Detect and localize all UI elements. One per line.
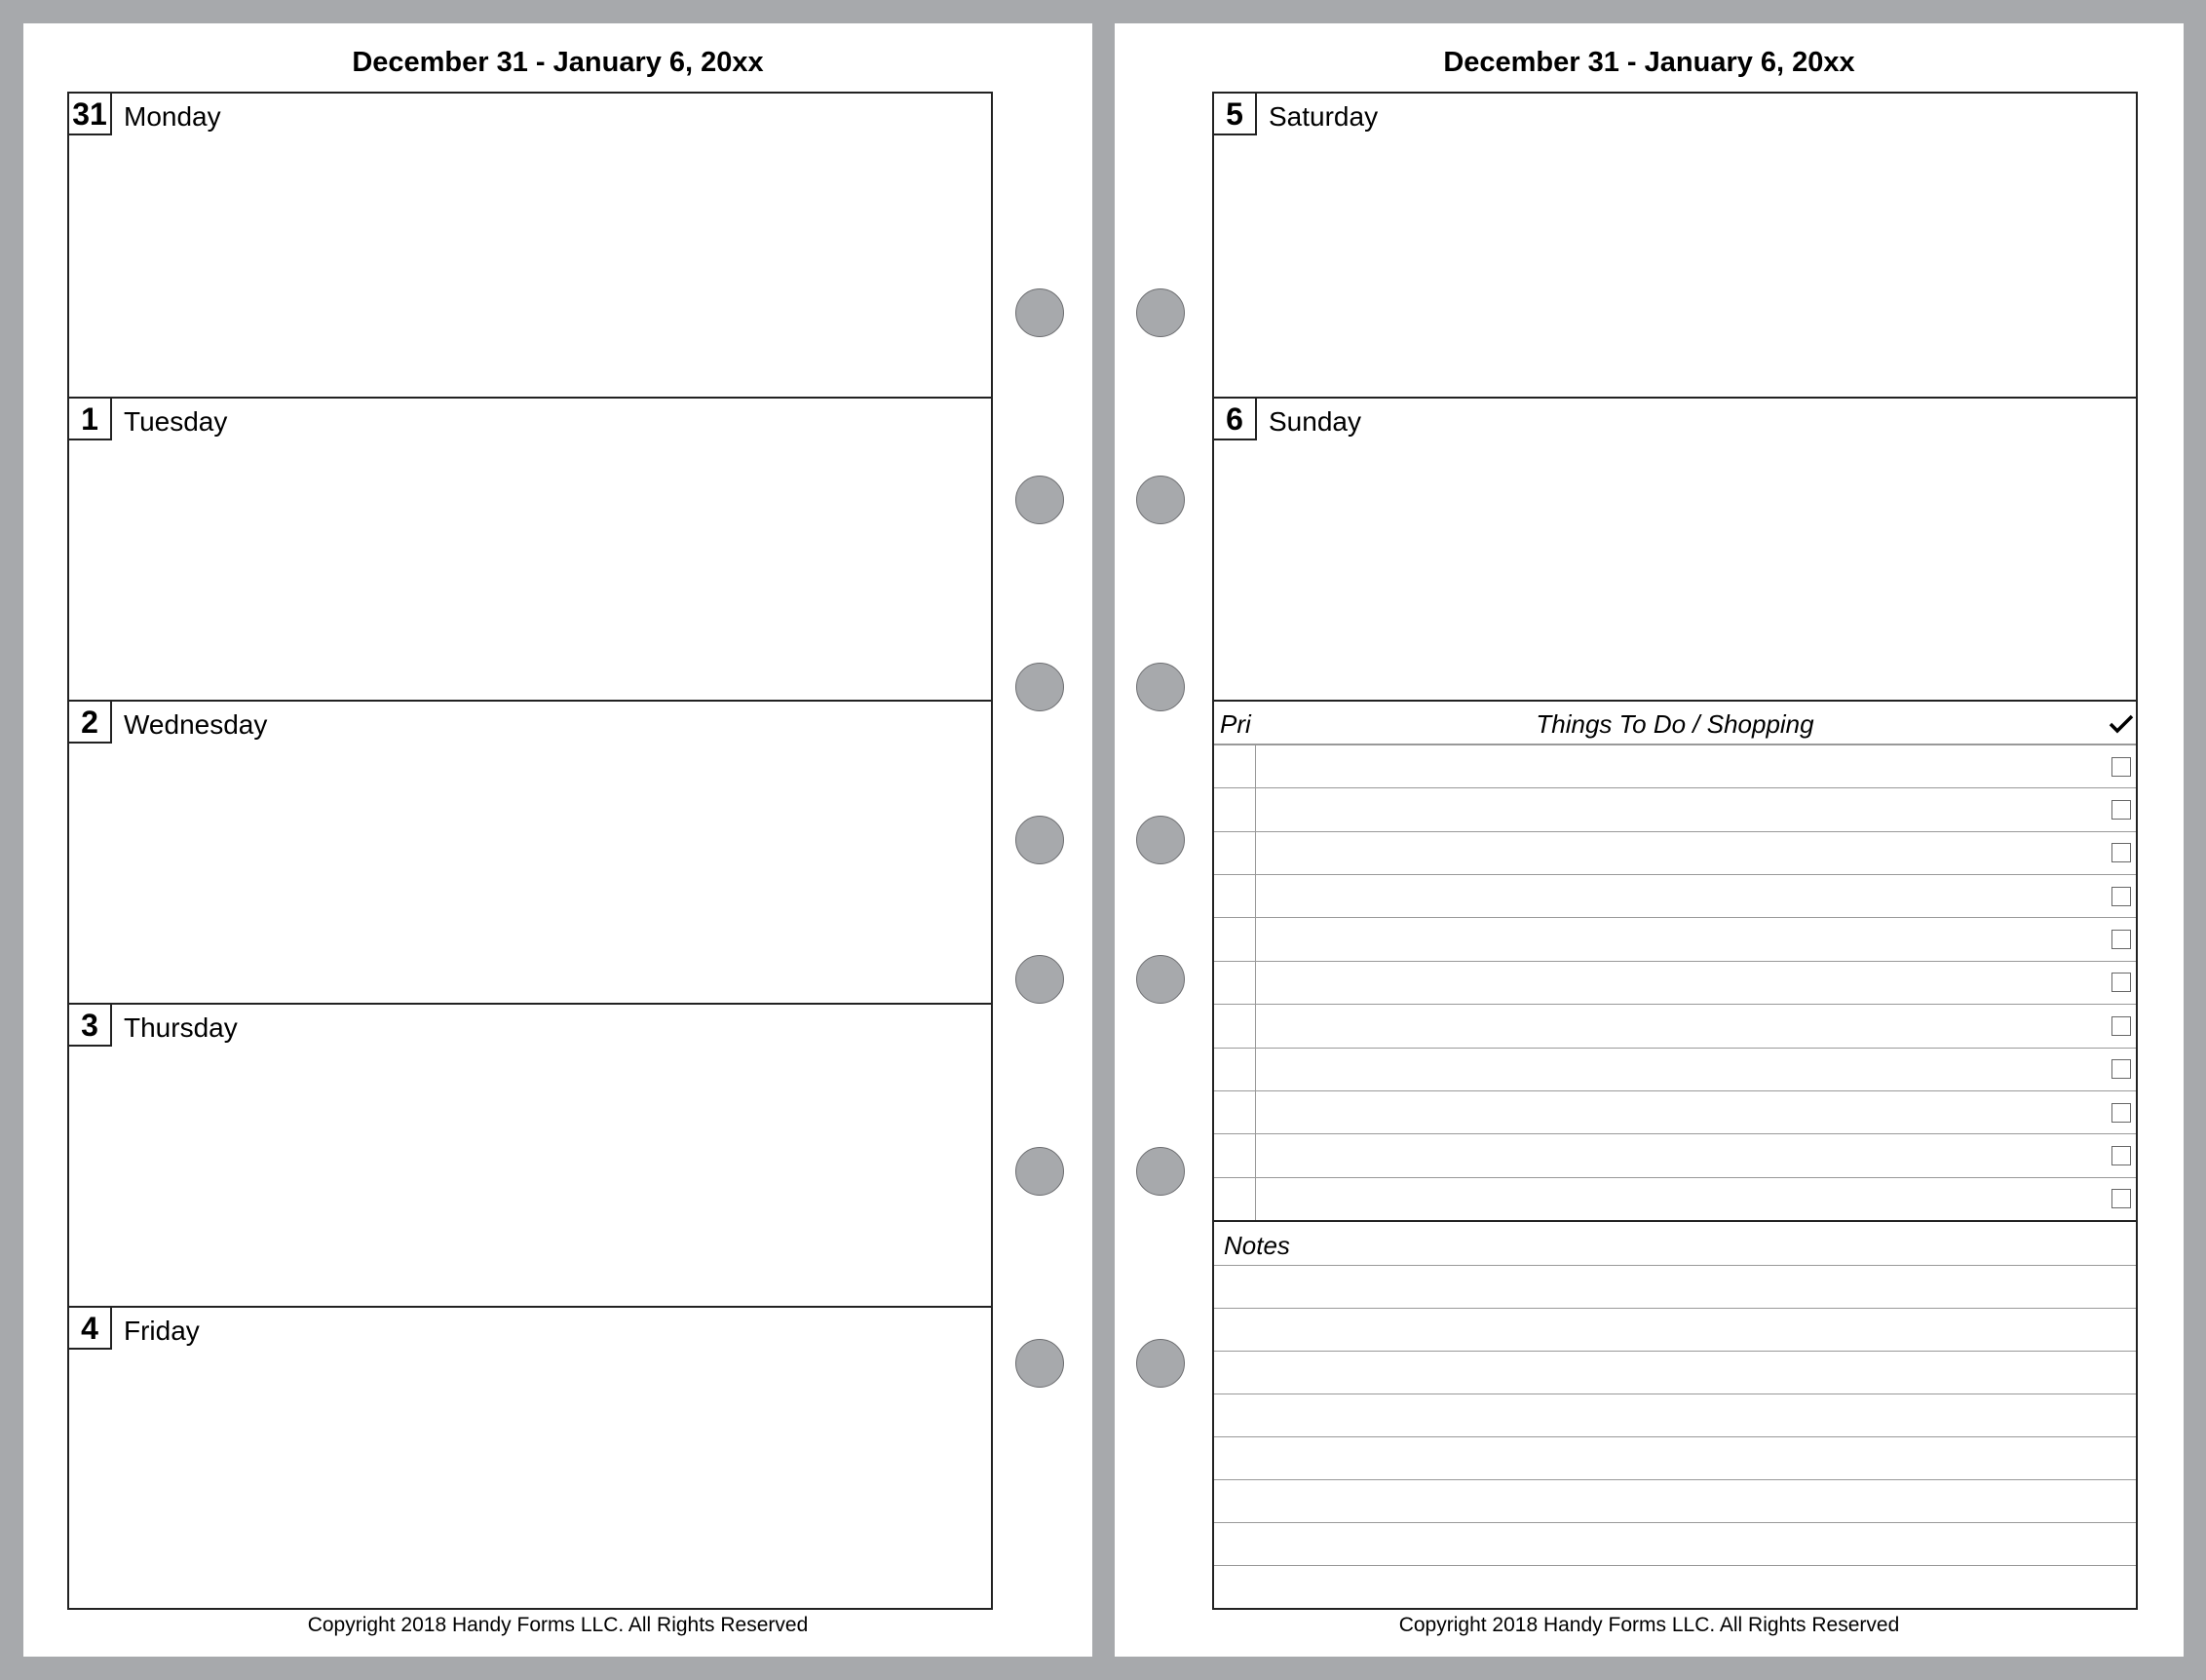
day-name: Sunday (1269, 406, 1361, 437)
checkmark-icon (2109, 713, 2134, 735)
day-cell-sunday[interactable] (1214, 397, 2136, 700)
binder-ring-hole (1136, 1339, 1185, 1388)
binder-ring-hole (1015, 1147, 1064, 1196)
day-cell-tuesday[interactable] (69, 397, 991, 700)
priority-cell[interactable] (1214, 832, 1256, 874)
priority-column-label: Pri (1220, 709, 1251, 739)
todo-checkbox[interactable] (2111, 930, 2131, 949)
day-name: Saturday (1269, 101, 1379, 132)
todo-row[interactable] (1214, 1133, 2136, 1176)
todo-row[interactable] (1214, 1090, 2136, 1133)
todo-row[interactable] (1214, 831, 2136, 874)
todo-row[interactable] (1214, 1004, 2136, 1047)
todo-row[interactable] (1214, 874, 2136, 917)
priority-cell[interactable] (1214, 1005, 1256, 1047)
priority-cell[interactable] (1214, 875, 1256, 917)
notes-header (1214, 1222, 2136, 1265)
todo-row[interactable] (1214, 1048, 2136, 1090)
day-number: 2 (69, 702, 112, 744)
day-name: Monday (124, 101, 221, 132)
todo-checkbox[interactable] (2111, 887, 2131, 906)
todo-checkbox[interactable] (2111, 800, 2131, 820)
day-cell-monday[interactable] (69, 94, 991, 397)
day-number: 3 (69, 1005, 112, 1047)
priority-cell[interactable] (1214, 1049, 1256, 1090)
todo-checkbox[interactable] (2111, 757, 2131, 777)
binder-ring-hole (1015, 288, 1064, 337)
todo-checkbox[interactable] (2111, 1016, 2131, 1036)
todo-checkbox[interactable] (2111, 1189, 2131, 1208)
notes-line[interactable] (1214, 1565, 2136, 1608)
todo-row[interactable] (1214, 745, 2136, 787)
priority-cell[interactable] (1214, 918, 1256, 960)
day-name: Wednesday (124, 709, 268, 740)
weekend-todo-grid (1212, 92, 2138, 1610)
todo-checkbox[interactable] (2111, 973, 2131, 992)
day-cell-friday[interactable] (69, 1306, 991, 1609)
day-number: 31 (69, 94, 112, 135)
day-number: 4 (69, 1308, 112, 1350)
day-name: Thursday (124, 1012, 238, 1043)
day-name: Friday (124, 1316, 200, 1346)
day-name: Tuesday (124, 406, 228, 437)
weekday-grid (67, 92, 993, 1610)
todo-checkbox[interactable] (2111, 1103, 2131, 1123)
binder-ring-hole (1015, 476, 1064, 524)
notes-line[interactable] (1214, 1522, 2136, 1565)
binder-ring-hole (1136, 955, 1185, 1004)
binder-ring-hole (1015, 955, 1064, 1004)
notes-line[interactable] (1214, 1394, 2136, 1436)
right-planner-page (1115, 23, 2184, 1657)
page-title: December 31 - January 6, 20xx (1443, 47, 1855, 78)
todo-row[interactable] (1214, 1177, 2136, 1220)
notes-line[interactable] (1214, 1436, 2136, 1479)
todo-checkbox[interactable] (2111, 1146, 2131, 1165)
notes-line[interactable] (1214, 1308, 2136, 1351)
notes-section (1214, 1220, 2136, 1608)
binder-ring-hole (1136, 1147, 1185, 1196)
binder-ring-hole (1136, 288, 1185, 337)
binder-ring-hole (1015, 663, 1064, 711)
copyright-footer: Copyright 2018 Handy Forms LLC. All Rights Reserved (307, 1614, 809, 1636)
binder-ring-hole (1136, 663, 1185, 711)
notes-label: Notes (1224, 1231, 1290, 1260)
day-cell-wednesday[interactable] (69, 700, 991, 1003)
priority-cell[interactable] (1214, 962, 1256, 1004)
notes-line[interactable] (1214, 1479, 2136, 1522)
priority-cell[interactable] (1214, 1091, 1256, 1133)
left-planner-page (23, 23, 1092, 1657)
day-number: 6 (1214, 399, 1257, 440)
day-cell-thursday[interactable] (69, 1003, 991, 1306)
todo-row[interactable] (1214, 787, 2136, 830)
todo-row[interactable] (1214, 917, 2136, 960)
copyright-footer: Copyright 2018 Handy Forms LLC. All Rights Reserved (1398, 1614, 1900, 1636)
todo-header (1214, 702, 2136, 745)
day-cell-saturday[interactable] (1214, 94, 2136, 397)
notes-line[interactable] (1214, 1351, 2136, 1394)
priority-cell[interactable] (1214, 745, 1256, 787)
day-number: 1 (69, 399, 112, 440)
priority-cell[interactable] (1214, 788, 1256, 830)
binder-ring-hole (1015, 1339, 1064, 1388)
todo-checkbox[interactable] (2111, 1059, 2131, 1079)
priority-cell[interactable] (1214, 1134, 1256, 1176)
priority-cell[interactable] (1214, 1178, 1256, 1220)
todo-list (1214, 700, 2136, 1220)
binder-ring-hole (1136, 816, 1185, 864)
notes-line[interactable] (1214, 1265, 2136, 1308)
todo-checkbox[interactable] (2111, 843, 2131, 862)
binder-ring-hole (1015, 816, 1064, 864)
todo-title: Things To Do / Shopping (1536, 709, 1814, 739)
day-number: 5 (1214, 94, 1257, 135)
binder-ring-hole (1136, 476, 1185, 524)
page-title: December 31 - January 6, 20xx (352, 47, 764, 78)
todo-row[interactable] (1214, 961, 2136, 1004)
